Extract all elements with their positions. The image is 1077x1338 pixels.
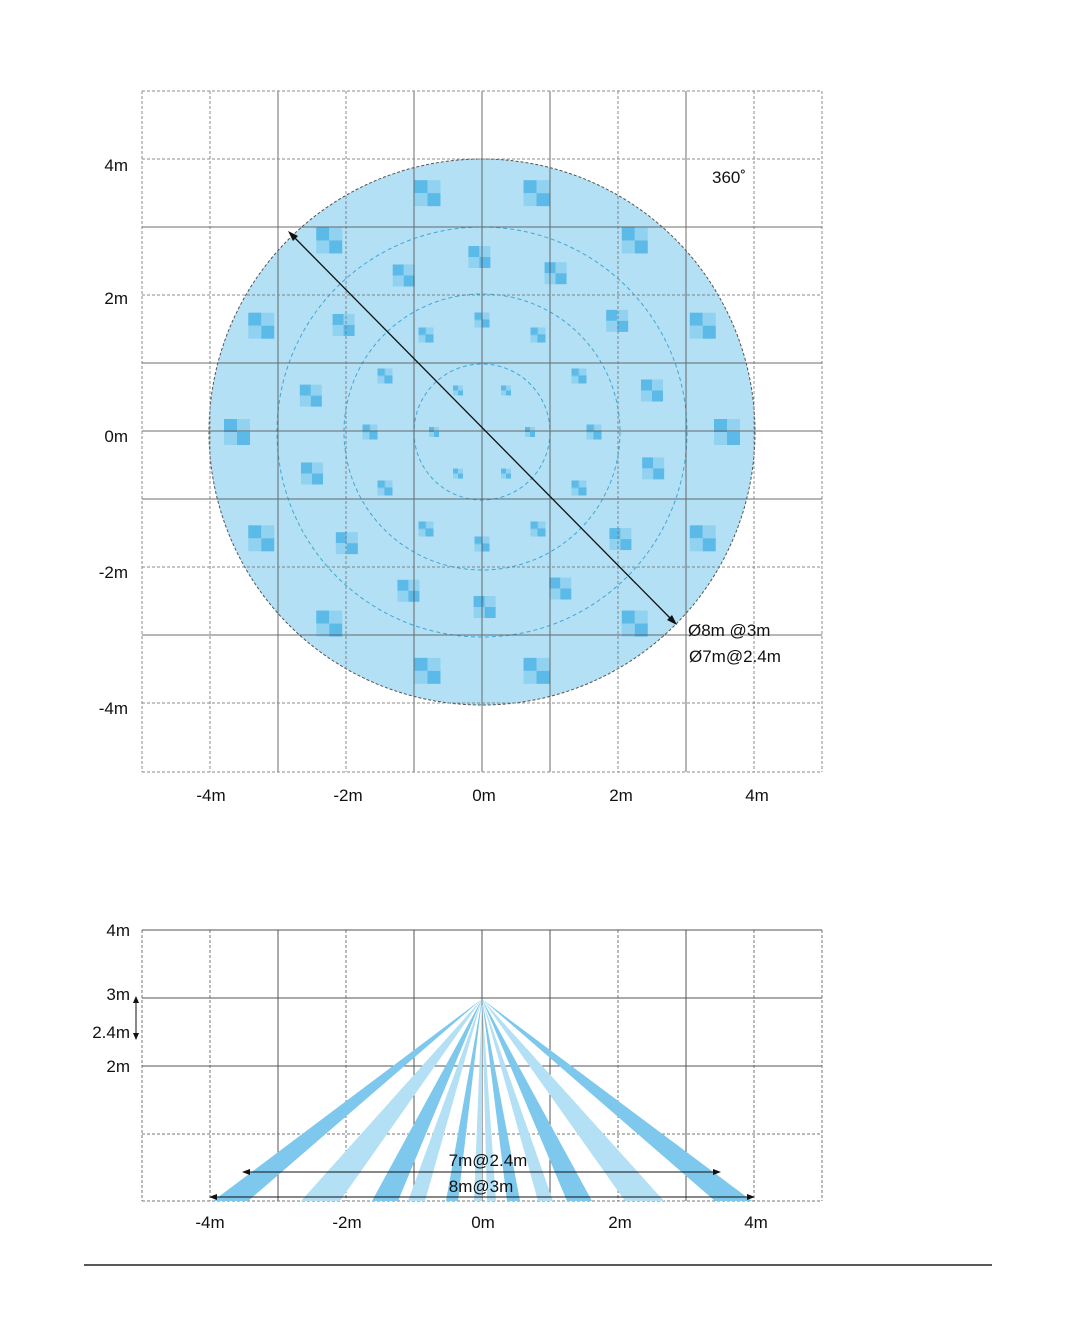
detection-zone	[690, 326, 703, 339]
detection-zone	[578, 369, 586, 377]
detection-zone	[311, 396, 322, 407]
detection-zone	[419, 521, 427, 529]
detection-zone	[316, 227, 329, 240]
detection-zone	[237, 419, 250, 432]
top-view-coverage	[99, 91, 822, 805]
detection-zone	[524, 193, 537, 206]
detection-zone	[690, 313, 703, 326]
detection-zone	[485, 596, 496, 607]
detection-zone	[653, 457, 664, 468]
detection-zone	[224, 432, 237, 445]
detection-zone	[426, 328, 434, 336]
detection-zone	[549, 578, 560, 589]
detection-zone	[652, 380, 663, 391]
detection-zone	[531, 328, 539, 336]
detection-zone	[641, 380, 652, 391]
detection-zone	[300, 385, 311, 396]
detection-zone	[458, 469, 463, 474]
detection-zone	[537, 658, 550, 671]
detection-zone	[453, 474, 458, 479]
detection-zone	[653, 468, 664, 479]
detection-zone	[727, 419, 740, 432]
detection-zone	[525, 432, 530, 437]
side-y-tick: 3m	[106, 985, 130, 1004]
top-y-tick: -4m	[98, 699, 128, 718]
detection-zone	[524, 180, 537, 193]
detection-zone	[311, 385, 322, 396]
detection-zone	[622, 227, 635, 240]
detection-zone	[538, 521, 546, 529]
side-x-tick: -2m	[332, 1213, 362, 1232]
detection-zone	[571, 376, 579, 384]
detection-zone	[606, 310, 617, 321]
detection-zone	[397, 580, 408, 591]
detection-zone	[714, 432, 727, 445]
detection-zone	[690, 525, 703, 538]
top-y-tick: 4m	[104, 156, 128, 175]
detection-zone	[429, 432, 434, 437]
side-y-tick: 2m	[106, 1057, 130, 1076]
detection-zone	[549, 589, 560, 600]
detection-zone	[344, 314, 355, 325]
detection-zone	[427, 658, 440, 671]
detection-zone	[347, 543, 358, 554]
detection-zone	[458, 390, 463, 395]
detection-zone	[347, 532, 358, 543]
detection-zone	[329, 611, 342, 624]
detection-zone	[617, 321, 628, 332]
detection-zone	[316, 240, 329, 253]
detection-zone	[703, 326, 716, 339]
detection-zone	[538, 528, 546, 536]
detection-zone	[248, 326, 261, 339]
detection-zone	[468, 257, 479, 268]
top-grid	[142, 91, 822, 772]
detection-zone	[248, 538, 261, 551]
detection-zone	[474, 607, 485, 618]
detection-zone	[427, 180, 440, 193]
detection-zone	[261, 326, 274, 339]
detection-zone	[404, 275, 415, 286]
detection-zone	[414, 180, 427, 193]
detection-zone	[336, 532, 347, 543]
detection-zone	[333, 314, 344, 325]
detection-zone	[475, 320, 483, 328]
detection-zone	[458, 474, 463, 479]
detection-zone	[312, 462, 323, 473]
detection-zone	[301, 473, 312, 484]
height-arrow	[133, 996, 139, 1040]
detection-zone	[485, 607, 496, 618]
detection-zone	[571, 369, 579, 377]
detection-zone	[501, 474, 506, 479]
diameter-label-2-4m: Ø7m@2.4m	[689, 647, 781, 666]
side-view-coverage	[92, 921, 822, 1232]
detection-zone	[617, 310, 628, 321]
detection-zone	[524, 658, 537, 671]
detection-zone	[301, 462, 312, 473]
detection-zone	[620, 539, 631, 550]
detection-zone	[482, 320, 490, 328]
detection-zone	[635, 611, 648, 624]
detection-zone	[261, 538, 274, 551]
angle-label: 360˚	[712, 168, 747, 187]
detection-zone	[427, 193, 440, 206]
detection-zone	[475, 313, 483, 321]
detection-zone	[501, 390, 506, 395]
detection-zone	[468, 246, 479, 257]
top-x-tick: -4m	[196, 786, 226, 805]
detection-zone	[370, 432, 378, 440]
top-y-tick: -2m	[98, 563, 128, 582]
side-y-tick: 2.4m	[92, 1023, 130, 1042]
detection-zone	[578, 376, 586, 384]
width-label-2-4m: 7m@2.4m	[448, 1151, 528, 1170]
detection-zone	[556, 273, 567, 284]
detection-zone	[501, 469, 506, 474]
side-y-tick: 4m	[106, 921, 130, 940]
detection-zone	[453, 390, 458, 395]
detection-zone	[727, 432, 740, 445]
detection-zone	[571, 488, 579, 496]
detection-zone	[393, 275, 404, 286]
detection-zone	[703, 313, 716, 326]
detection-zone	[329, 227, 342, 240]
diameter-label-3m: Ø8m @3m	[688, 621, 771, 640]
detection-zone	[453, 385, 458, 390]
width-label-3m: 8m@3m	[448, 1177, 514, 1196]
detection-zone	[393, 264, 404, 275]
detection-zone	[378, 481, 386, 489]
detection-zone	[385, 488, 393, 496]
detection-zone	[426, 521, 434, 529]
detection-zone	[538, 335, 546, 343]
detection-zone	[474, 596, 485, 607]
detection-zone	[578, 481, 586, 489]
detection-zone	[404, 264, 415, 275]
detection-zone	[524, 671, 537, 684]
detection-zone	[652, 391, 663, 402]
detection-zone	[506, 469, 511, 474]
detection-zone	[336, 543, 347, 554]
top-y-tick: 2m	[104, 289, 128, 308]
detection-zone	[479, 246, 490, 257]
side-x-tick: 0m	[471, 1213, 495, 1232]
detection-zone	[329, 240, 342, 253]
detection-zone	[531, 335, 539, 343]
detection-zone	[635, 227, 648, 240]
detection-zone	[237, 432, 250, 445]
detection-zone	[560, 589, 571, 600]
detection-zone	[414, 671, 427, 684]
detection-zone	[344, 325, 355, 336]
detection-zone	[506, 385, 511, 390]
detection-zone	[316, 611, 329, 624]
detection-zone	[587, 432, 595, 440]
detection-zone	[537, 193, 550, 206]
detection-zone	[556, 262, 567, 273]
top-x-tick: 4m	[745, 786, 769, 805]
detection-zone	[378, 376, 386, 384]
detection-zone	[427, 671, 440, 684]
detection-zone	[560, 578, 571, 589]
detection-zone	[635, 240, 648, 253]
detection-zone	[714, 419, 727, 432]
detection-zone	[531, 521, 539, 529]
detection-zone	[482, 537, 490, 545]
detection-zone	[426, 335, 434, 343]
top-x-tick: -2m	[333, 786, 363, 805]
detection-zone	[578, 488, 586, 496]
detection-zone	[333, 325, 344, 336]
detection-zone	[537, 180, 550, 193]
side-x-tick: 2m	[608, 1213, 632, 1232]
detection-zone	[479, 257, 490, 268]
detection-zone	[414, 193, 427, 206]
detection-zone	[363, 432, 371, 440]
detection-zone	[594, 432, 602, 440]
detection-zone	[419, 335, 427, 343]
detection-zone	[475, 544, 483, 552]
detection-zone	[434, 432, 439, 437]
detection-zone	[703, 525, 716, 538]
detection-zone	[482, 544, 490, 552]
detection-zone	[609, 539, 620, 550]
detection-zone	[690, 538, 703, 551]
detection-zone	[458, 385, 463, 390]
detection-zone	[475, 537, 483, 545]
detection-zone	[506, 390, 511, 395]
detection-zone	[531, 528, 539, 536]
top-x-tick: 2m	[609, 786, 633, 805]
detection-zone	[571, 481, 579, 489]
detection-zone	[419, 528, 427, 536]
detection-zone	[261, 313, 274, 326]
side-x-tick: -4m	[195, 1213, 225, 1232]
detection-zone	[414, 658, 427, 671]
detection-zone	[641, 391, 652, 402]
detection-zone	[453, 469, 458, 474]
detection-zone	[622, 611, 635, 624]
detection-zone	[385, 376, 393, 384]
detection-zone	[622, 240, 635, 253]
detection-zone	[538, 328, 546, 336]
detection-zone	[378, 369, 386, 377]
top-x-tick: 0m	[472, 786, 496, 805]
top-y-tick: 0m	[104, 427, 128, 446]
detection-zone	[606, 321, 617, 332]
detection-zone	[419, 328, 427, 336]
detection-zone	[248, 525, 261, 538]
detection-zone	[224, 419, 237, 432]
detection-zone	[248, 313, 261, 326]
detection-zone	[426, 528, 434, 536]
detection-zone	[385, 481, 393, 489]
detection-zone	[482, 313, 490, 321]
detection-zone	[703, 538, 716, 551]
detection-zone	[537, 671, 550, 684]
detection-ray	[482, 999, 496, 1201]
side-x-tick: 4m	[744, 1213, 768, 1232]
detection-zone	[300, 396, 311, 407]
detection-zone	[501, 385, 506, 390]
detection-zone	[609, 528, 620, 539]
detection-zone	[397, 591, 408, 602]
detection-zone	[642, 468, 653, 479]
detection-zone	[385, 369, 393, 377]
detection-zone	[378, 488, 386, 496]
detection-zone	[530, 432, 535, 437]
detection-zone	[620, 528, 631, 539]
detection-zone	[261, 525, 274, 538]
detection-zone	[642, 457, 653, 468]
detection-zone	[312, 473, 323, 484]
detection-zone	[506, 474, 511, 479]
